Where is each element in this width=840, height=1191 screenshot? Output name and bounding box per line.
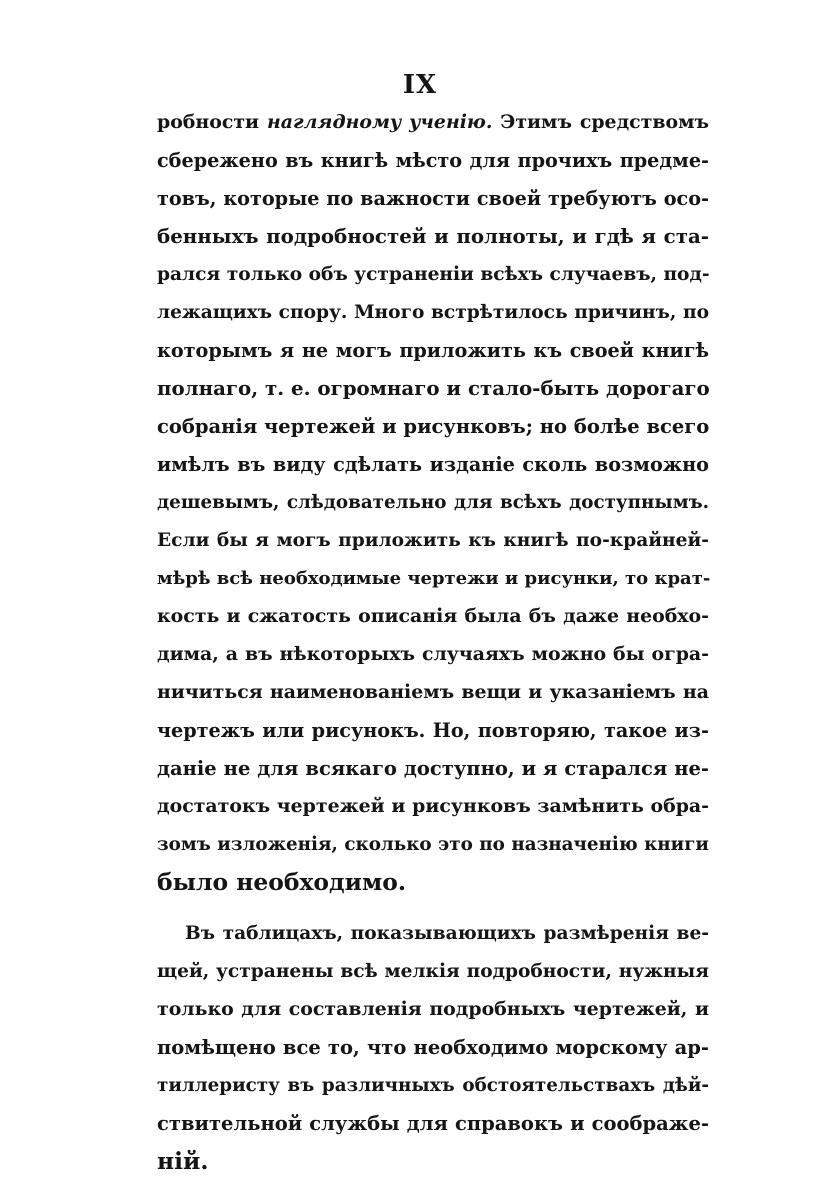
- text-line: дешевымъ, слѣдовательно для всѣхъ доступнымъ.: [157, 492, 709, 513]
- text-line: кость и сжатость описанія была бъ даже необхо-: [157, 605, 709, 627]
- text-line: зомъ изложенія, сколько это по назначенію книги: [157, 834, 709, 855]
- text-line: полнаго, т. е. огромнаго и стало-быть дорогаго: [157, 376, 710, 400]
- text-line: дима, а въ нѣкоторыхъ случаяхъ можно бы огра-: [157, 643, 709, 665]
- page-number: IX: [402, 70, 438, 100]
- text-line: Въ таблицахъ, показывающихъ размѣренія ве-: [185, 923, 709, 944]
- text-run: Этимъ средствомъ: [492, 111, 710, 133]
- text-line: ній.: [157, 1147, 209, 1175]
- text-line: которымъ я не могъ приложить къ своей книгѣ: [157, 339, 709, 362]
- text-line: [157, 104, 709, 141]
- text-line: имѣлъ въ виду сдѣлать изданіе сколь возможно: [157, 453, 709, 476]
- text-line: даніе не для всякаго доступно, и я старался не-: [157, 757, 709, 780]
- text-line: бенныхъ подробностей и полноты, и гдѣ я ста-: [157, 224, 709, 248]
- text-line: чертежъ или рисунокъ. Но, повторяю, такое из-: [157, 719, 709, 742]
- text-line: ствительной службы для справокъ и соображе-: [157, 1112, 709, 1135]
- text-line: достатокъ чертежей и рисунковъ замѣнить обра-: [157, 795, 709, 817]
- text-line: помѣщено все то, что необходимо морскому ар-: [157, 1036, 709, 1059]
- italic-text-run: наглядному ученію.: [266, 111, 493, 133]
- text-line: тиллеристу въ различныхъ обстоятельствахъ дѣй-: [157, 1075, 709, 1096]
- text-line: только для составленія подробныхъ чертежей, и: [157, 998, 709, 1020]
- text-line: щей, устранены всѣ мелкія подробности, нужныя: [157, 961, 709, 982]
- text-line: ничиться наименованіемъ вещи и указаніемъ на: [157, 681, 709, 703]
- text-line: лежащихъ спору. Много встрѣтилось причинъ, по: [157, 302, 709, 323]
- text-run: робности: [157, 111, 267, 133]
- text-line: сбережено въ книгѣ мѣсто для прочихъ предме-: [157, 149, 709, 172]
- text-line: было необходимо.: [157, 868, 407, 896]
- text-line: товъ, которые по важности своей требуютъ осо-: [157, 187, 709, 210]
- text-line: собранія чертежей и рисунковъ; но болѣе всего: [157, 415, 710, 438]
- text-line: Если бы я могъ приложить къ книгѣ по-крайней-: [157, 530, 709, 551]
- text-line: мѣрѣ всѣ необходимые чертежи и рисунки, то крат-: [157, 568, 711, 589]
- text-line: рался только объ устраненіи всѣхъ случаевъ, под-: [157, 264, 710, 285]
